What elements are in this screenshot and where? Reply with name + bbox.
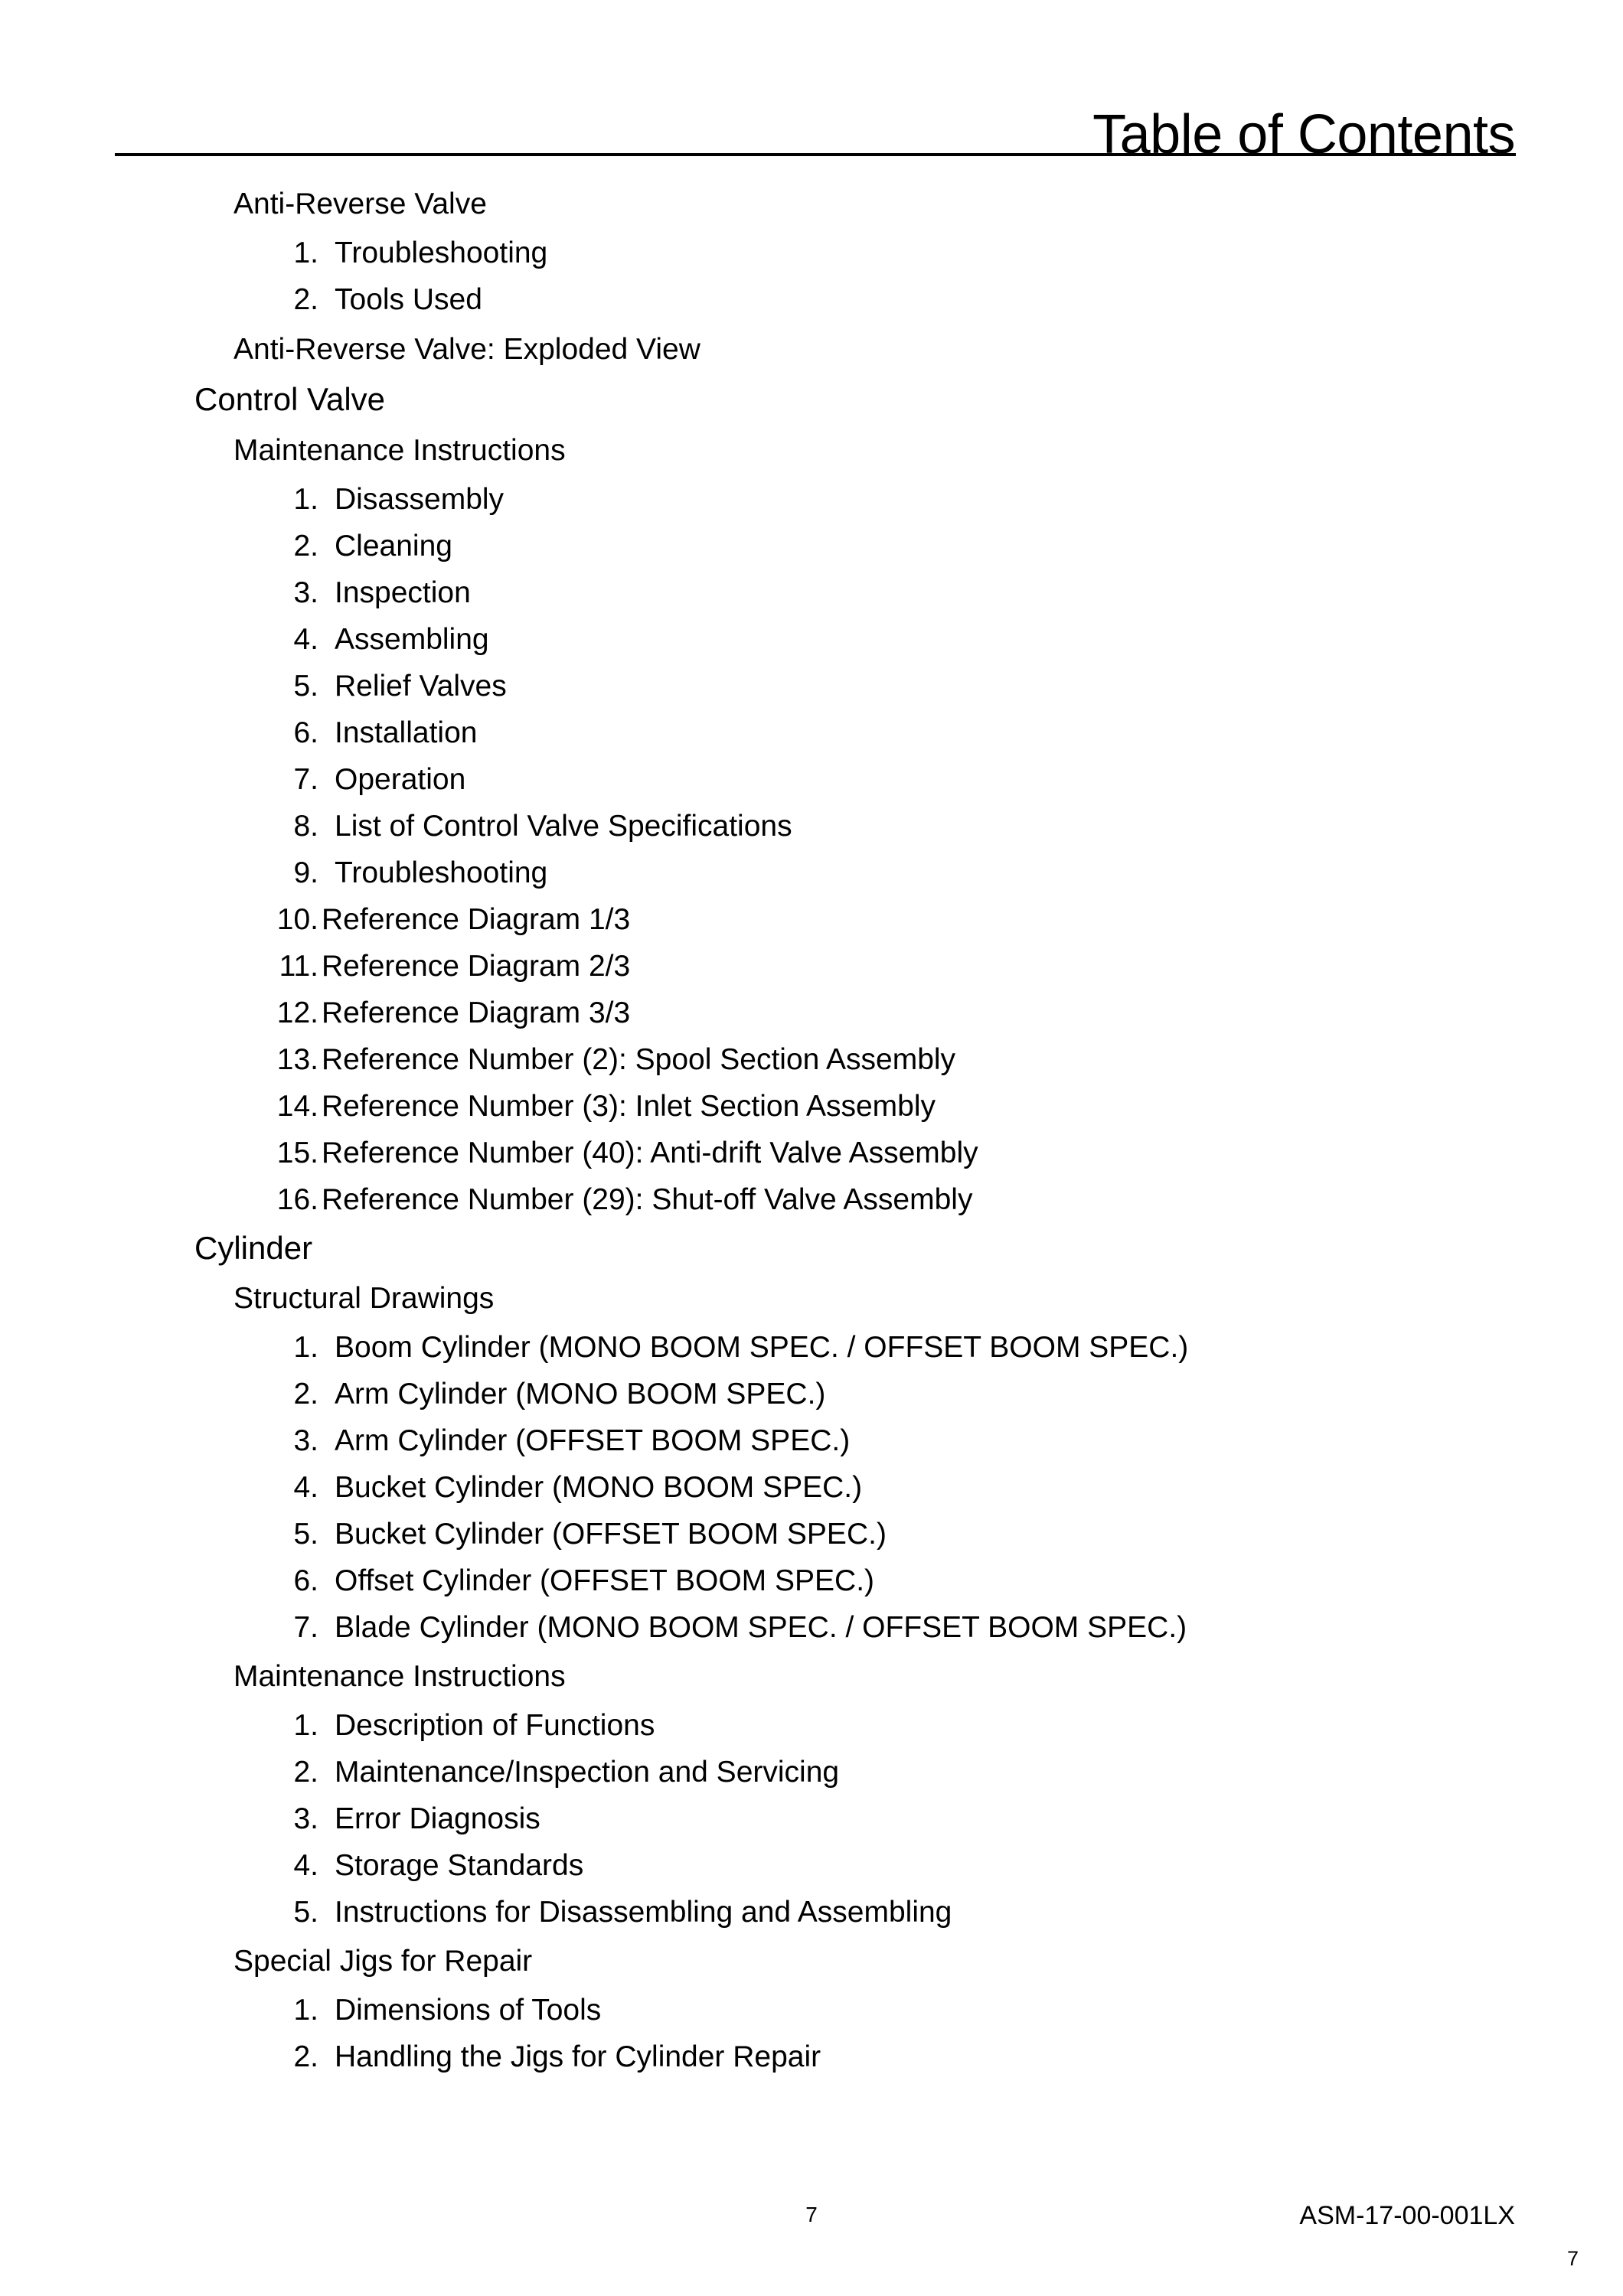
toc-item[interactable]: 1. Description of Functions: [293, 1709, 655, 1742]
toc-item[interactable]: 15. Reference Number (40): Anti-drift Valve Assembly: [276, 1137, 978, 1169]
toc-item[interactable]: 2. Handling the Jigs for Cylinder Repair: [293, 2040, 821, 2073]
toc-item[interactable]: 2. Arm Cylinder (MONO BOOM SPEC.): [293, 1378, 826, 1411]
toc-item[interactable]: 14. Reference Number (3): Inlet Section Assembly: [276, 1090, 936, 1123]
toc-item[interactable]: 2. Maintenance/Inspection and Servicing: [293, 1756, 840, 1789]
toc-item[interactable]: 3. Inspection: [293, 576, 471, 609]
toc-item[interactable]: 5. Instructions for Disassembling and Assembling: [293, 1896, 952, 1929]
toc-item[interactable]: 4. Assembling: [293, 623, 489, 656]
toc-item[interactable]: 7. Operation: [293, 763, 466, 796]
toc-item[interactable]: 1. Boom Cylinder (MONO BOOM SPEC. / OFFSET BOOM SPEC.): [293, 1331, 1189, 1364]
toc-section-maintenance-instructions[interactable]: Maintenance Instructions: [233, 1660, 566, 1693]
toc-item[interactable]: 3. Arm Cylinder (OFFSET BOOM SPEC.): [293, 1424, 851, 1457]
toc-item[interactable]: 9. Troubleshooting: [293, 856, 548, 889]
toc-item[interactable]: 1. Dimensions of Tools: [293, 1994, 602, 2027]
toc-item[interactable]: 6. Offset Cylinder (OFFSET BOOM SPEC.): [293, 1564, 875, 1597]
toc-item[interactable]: 10. Reference Diagram 1/3: [276, 903, 631, 936]
toc-item[interactable]: 4. Storage Standards: [293, 1849, 584, 1882]
toc-item[interactable]: 2. Tools Used: [293, 283, 482, 316]
toc-item[interactable]: 13. Reference Number (2): Spool Section Assembly: [276, 1043, 956, 1076]
toc-item[interactable]: 2. Cleaning: [293, 530, 452, 563]
toc-section-special-jigs[interactable]: Special Jigs for Repair: [233, 1945, 533, 1978]
toc-item[interactable]: 5. Relief Valves: [293, 670, 507, 703]
toc-chapter-control-valve[interactable]: Control Valve: [194, 381, 386, 417]
toc-section-exploded-view[interactable]: Anti-Reverse Valve: Exploded View: [233, 333, 700, 366]
toc-item[interactable]: 12. Reference Diagram 3/3: [276, 996, 631, 1029]
toc-section-maintenance-instructions[interactable]: Maintenance Instructions: [233, 434, 566, 467]
toc-item[interactable]: 1. Troubleshooting: [293, 236, 548, 269]
toc-section-anti-reverse-valve[interactable]: Anti-Reverse Valve: [233, 188, 487, 220]
toc-item[interactable]: 7. Blade Cylinder (MONO BOOM SPEC. / OFFSET BOOM SPEC.): [293, 1611, 1187, 1644]
toc-item[interactable]: 11. Reference Diagram 2/3: [279, 950, 631, 983]
toc-chapter-cylinder[interactable]: Cylinder: [194, 1230, 313, 1266]
toc-section-structural-drawings[interactable]: Structural Drawings: [233, 1282, 495, 1315]
corner-page-number: 7: [1566, 2247, 1579, 2270]
title-divider: [115, 153, 1516, 156]
page-title: Table of Contents: [1092, 104, 1515, 166]
toc-item[interactable]: 8. List of Control Valve Specifications: [293, 810, 792, 843]
document-code: ASM-17-00-001LX: [1299, 2201, 1515, 2230]
toc-item[interactable]: 16. Reference Number (29): Shut-off Valve Assembly: [276, 1183, 973, 1216]
toc-item[interactable]: 4. Bucket Cylinder (MONO BOOM SPEC.): [293, 1471, 863, 1504]
toc-item[interactable]: 1. Disassembly: [293, 483, 505, 516]
page-number: 7: [805, 2203, 818, 2226]
toc-item[interactable]: 6. Installation: [293, 716, 478, 749]
toc-item[interactable]: 5. Bucket Cylinder (OFFSET BOOM SPEC.): [293, 1518, 887, 1551]
toc-item[interactable]: 3. Error Diagnosis: [293, 1802, 540, 1835]
